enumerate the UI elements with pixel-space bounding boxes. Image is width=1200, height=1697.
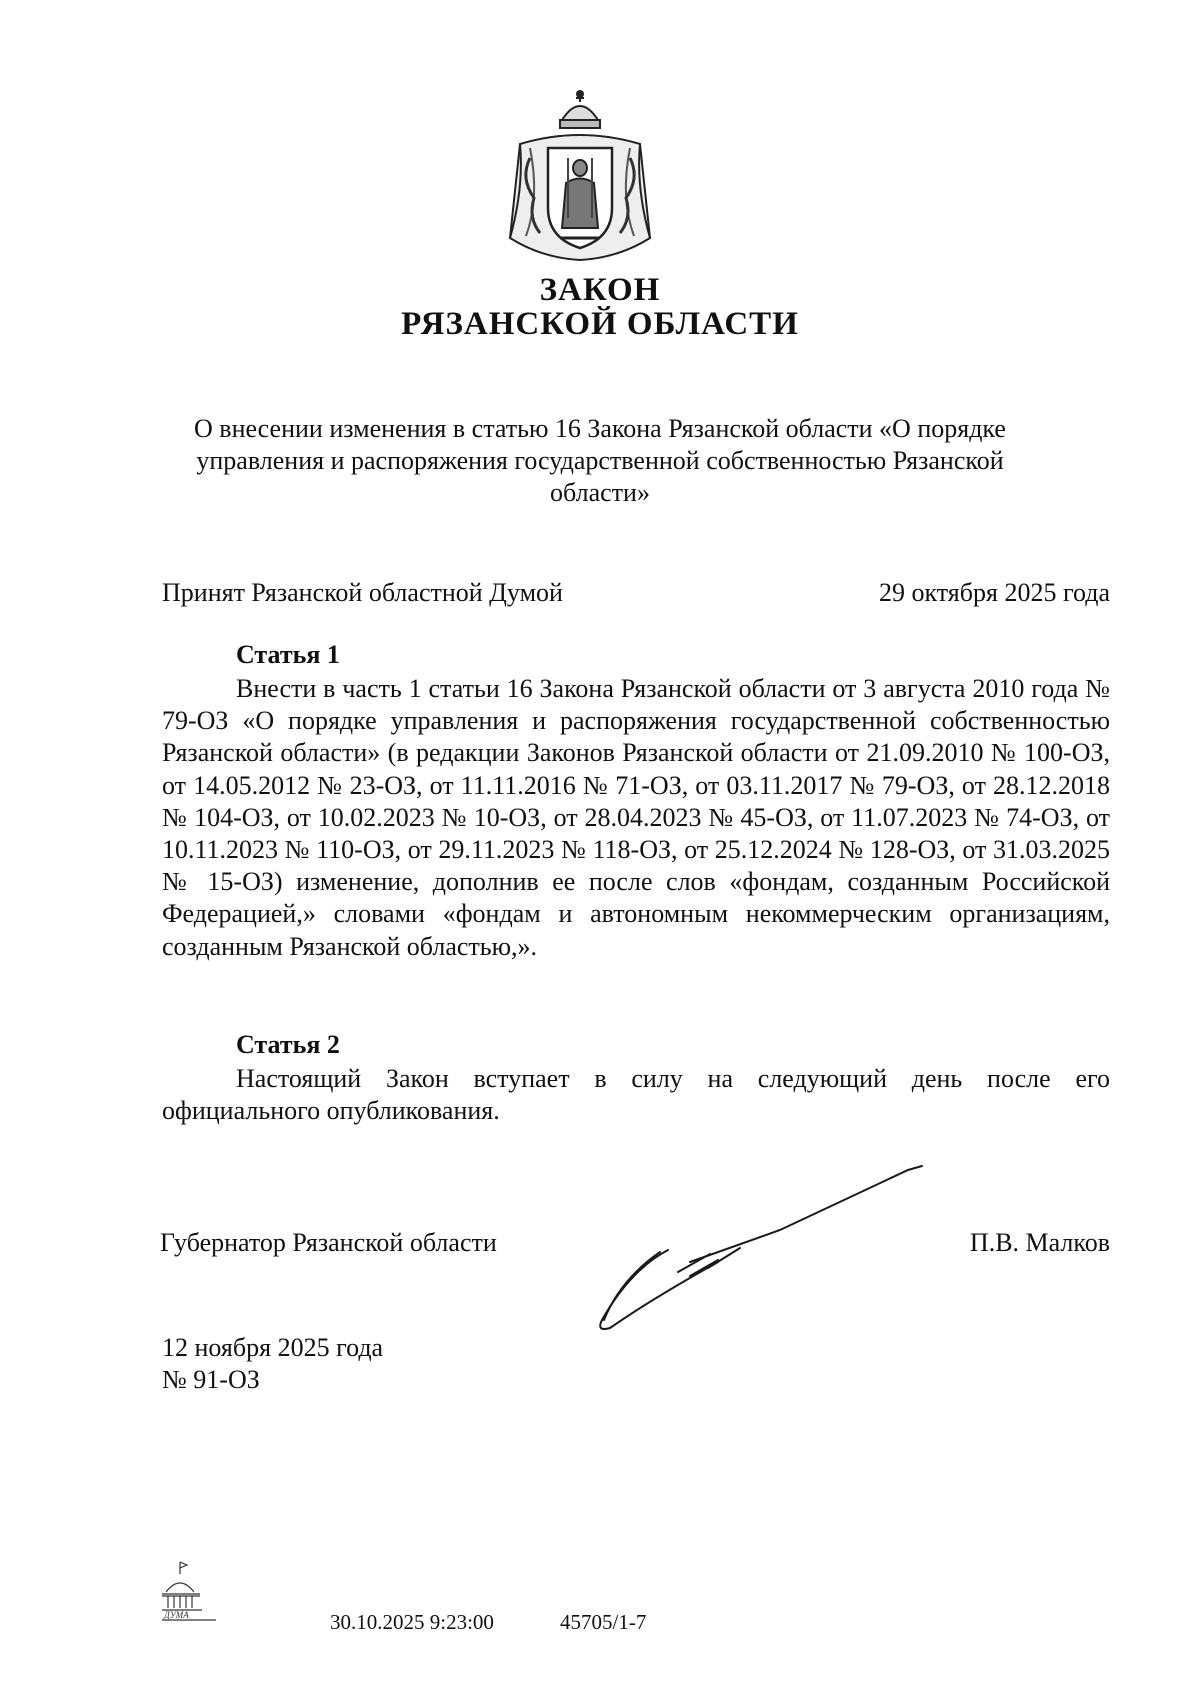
law-number: № 91-ОЗ (162, 1365, 260, 1394)
signature-row (160, 1228, 1110, 1258)
duma-building-logo (160, 1560, 218, 1622)
adopted-by-label: Принят Рязанской областной Думой (162, 578, 563, 607)
law-title: ЗАКОН (539, 272, 661, 308)
article-1-text: Внести в часть 1 статьи 16 Закона Рязанской области от 3 августа 2010 года № 79-ОЗ «О порядке управления и распоряжения государственной собственностью Рязанской области» (в редакции Законов Рязанской области от 21.09.2010 № 100-ОЗ, от 14.05.2012 № 23-ОЗ, от 11.11.2016 № 71-ОЗ, от 03.11.2017 № 79-ОЗ, от 28.12.2018 № 104-ОЗ, от 10.02.2023 № 10-ОЗ, от 28.04.2023 № 45-ОЗ, от 11.07.2023 № 74-ОЗ, от 10.11.2023 № 110-ОЗ, от 29.11.2023 № 118-ОЗ, от 25.12.2024 № 128-ОЗ, от 31.03.2025 № 15-ОЗ) изменение, дополнив ее после слов «фондам, созданным Российской Федерацией,» словами «фондам и автономным некоммерческим организациям, созданным Рязанской областью,». (162, 674, 1110, 961)
coat-of-arms-emblem (500, 88, 660, 268)
footer-doc-code: 45705/1-7 (560, 1610, 647, 1634)
article-2-text: Настоящий Закон вступает в силу на следующий день после его официального опубликования. (162, 1064, 1110, 1126)
law-region-title: РЯЗАНСКОЙ ОБЛАСТИ (401, 306, 799, 342)
signing-date: 12 ноября 2025 года (162, 1333, 384, 1362)
article-2-heading: Статья 2 (236, 1030, 340, 1059)
article-1-heading: Статья 1 (236, 640, 340, 669)
adoption-line (162, 578, 1110, 608)
footer-timestamp: 30.10.2025 9:23:00 (330, 1610, 494, 1634)
signatory-name: П.В. Малков (969, 1228, 1110, 1257)
law-subtitle: О внесении изменения в статью 16 Закона Рязанской области «О порядке управления и распоряжения государственной собственностью Рязанской области» (194, 414, 1006, 507)
adoption-date: 29 октября 2025 года (879, 578, 1110, 607)
duma-logo-text: ДУМА (164, 1610, 189, 1620)
signatory-position: Губернатор Рязанской области (160, 1228, 497, 1257)
